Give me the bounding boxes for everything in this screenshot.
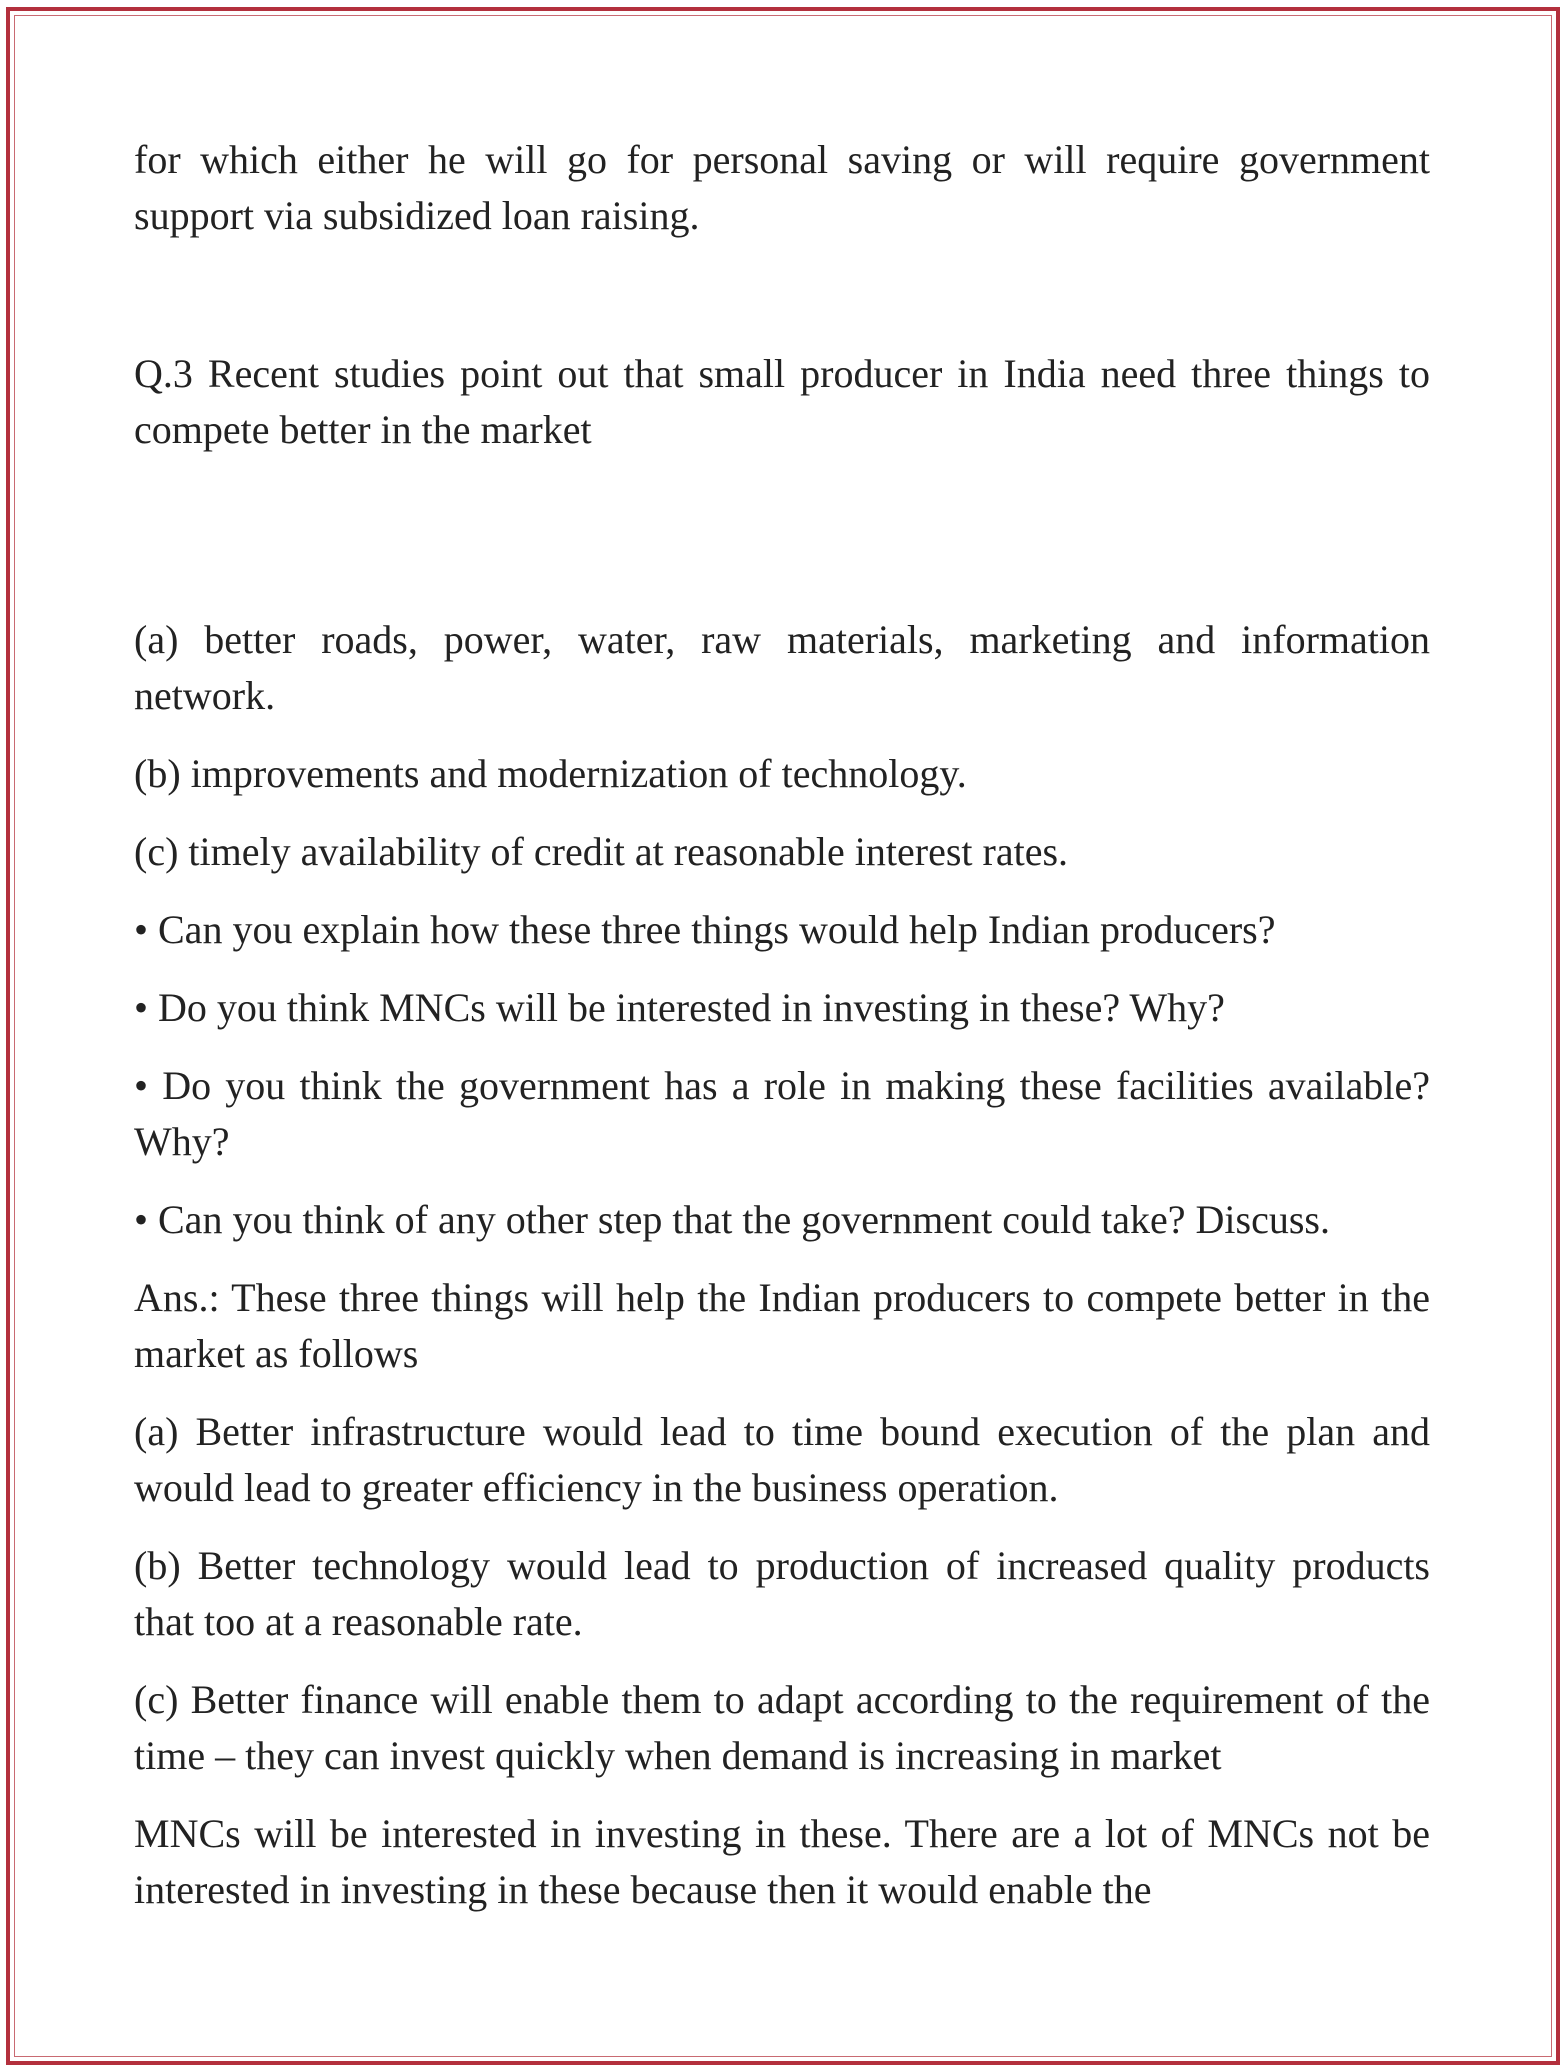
question-3: Q.3 Recent studies point out that small producer in India need three things to compete better in the market xyxy=(134,351,1430,452)
answer-intro: Ans.: These three things will help the Indian producers to compete better in the market as follows xyxy=(134,1275,1430,1376)
answer-mncs: MNCs will be interested in investing in these. There are a lot of MNCs not be interested in investing in these because then it would enable the xyxy=(134,1811,1430,1912)
need-item-b: (b) improvements and modernization of technology. xyxy=(134,751,967,796)
bullet-question-2: • Do you think MNCs will be interested in investing in these? Why? xyxy=(134,985,1225,1030)
answer-item-b: (b) Better technology would lead to production of increased quality products that too at a reasonable rate. xyxy=(134,1543,1430,1644)
bullet-question-4: • Can you think of any other step that the government could take? Discuss. xyxy=(134,1197,1330,1242)
bullet-question-1: • Can you explain how these three things would help Indian producers? xyxy=(134,907,1276,952)
document-body xyxy=(134,132,1430,1918)
need-item-a: (a) better roads, power, water, raw materials, marketing and information network. xyxy=(134,617,1430,718)
paragraph-continuation: for which either he will go for personal saving or will require government support via subsidized loan raising. xyxy=(134,137,1430,238)
answer-item-c: (c) Better finance will enable them to adapt according to the requirement of the time – they can invest quickly when demand is increasing in market xyxy=(134,1677,1430,1778)
answer-item-a: (a) Better infrastructure would lead to time bound execution of the plan and would lead to greater efficiency in the business operation. xyxy=(134,1409,1430,1510)
bullet-question-3: • Do you think the government has a role in making these facilities available? Why? xyxy=(134,1063,1430,1164)
need-item-c: (c) timely availability of credit at reasonable interest rates. xyxy=(134,829,1069,874)
